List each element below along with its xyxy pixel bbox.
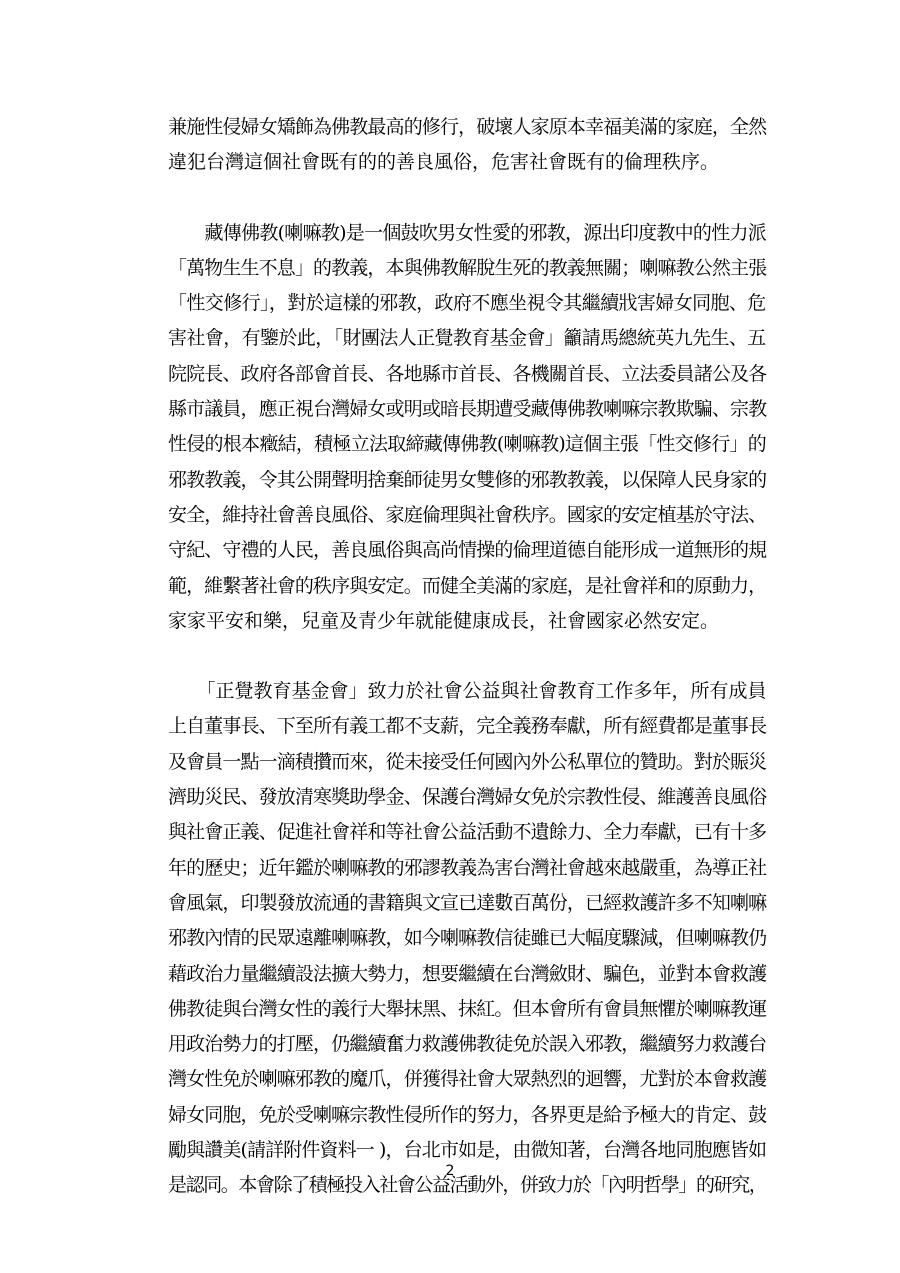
text-line: 婦女同胞，免於受喇嘛宗教性侵所作的努力，各界更是給予極大的肯定、鼓	[168, 1103, 767, 1126]
text-line: 邪教內情的民眾遠離喇嘛教，如今喇嘛教信徒雖已大幅度驟減，但喇嘛教仍	[168, 927, 767, 950]
text-line: 守紀、守禮的人民，善良風俗與高尚情操的倫理道德自能形成一道無形的規	[168, 539, 767, 562]
text-line: 性侵的根本癥結，積極立法取締藏傳佛教(喇嘛教)這個主張「性交修行」的	[168, 433, 767, 456]
text-line: 濟助災民、發放清寒獎助學金、保護台灣婦女免於宗教性侵、維護善良風俗	[168, 786, 767, 809]
paragraph-1	[168, 110, 768, 181]
text-line: 及會員一點一滴積攢而來，從未接受任何國內外公私單位的贊助。對於賑災	[168, 750, 767, 773]
text-line: 縣市議員，應正視台灣婦女或明或暗長期遭受藏傳佛教喇嘛宗教欺騙、宗教	[168, 398, 767, 421]
text-line: 會風氣，印製發放流通的書籍與文宣已達數百萬份，已經救護許多不知喇嘛	[168, 891, 767, 914]
text-line: 藏傳佛教(喇嘛教)是一個鼓吹男女性愛的邪教，源出印度教中的性力派	[168, 221, 767, 244]
text-line: 上自董事長、下至所有義工都不支薪，完全義務奉獻，所有經費都是董事長	[168, 715, 767, 738]
text-line: 用政治勢力的打壓，仍繼續奮力救護佛教徒免於誤入邪教，繼續努力救護台	[168, 1033, 767, 1056]
text-line: 年的歷史；近年鑑於喇嘛教的邪謬教義為害台灣社會越來越嚴重，為導正社	[168, 856, 767, 879]
text-line: 與社會正義、促進社會祥和等社會公益活動不遺餘力、全力奉獻，已有十多	[168, 821, 767, 844]
text-line: 害社會，有鑒於此，「財團法人正覺教育基金會」籲請馬總統英九先生、五	[168, 327, 766, 350]
page-number: 2	[445, 1163, 455, 1179]
text-line: 灣女性免於喇嘛邪教的魔爪，併獲得社會大眾熱烈的迴響，尤對於本會救護	[168, 1068, 767, 1091]
paragraph-2	[168, 216, 768, 640]
text-line: 邪教教義，令其公開聲明捨棄師徒男女雙修的邪教教義，以保障人民身家的	[168, 468, 767, 491]
text-line: 勵與讚美(請詳附件資料一 )，台北市如是，由微知著，台灣各地同胞應皆如	[168, 1139, 767, 1162]
text-line: 「性交修行」，對於這樣的邪教，政府不應坐視令其繼續戕害婦女同胞、危	[168, 292, 766, 315]
text-line: 藉政治力量繼續設法擴大勢力，想要繼續在台灣斂財、騙色，並對本會救護	[168, 962, 767, 985]
text-line: 違犯台灣這個社會既有的的善良風俗，危害社會既有的倫理秩序。	[168, 151, 720, 174]
text-line: 家家平安和樂，兒童及青少年就能健康成長，社會國家必然安定。	[168, 609, 720, 632]
document-body	[168, 110, 768, 1204]
text-line: 「正覺教育基金會」致力於社會公益與社會教育工作多年，所有成員	[168, 680, 767, 703]
text-line: 安全，維持社會善良風俗、家庭倫理與社會秩序。國家的安定植基於守法、	[168, 503, 767, 526]
paragraph-spacer	[168, 639, 768, 674]
text-line: 院院長、政府各部會首長、各地縣市首長、各機關首長、立法委員諸公及各	[168, 362, 767, 385]
text-line: 佛教徒與台灣女性的義行大舉抹黑、抹紅。但本會所有會員無懼於喇嘛教運	[168, 997, 767, 1020]
text-line: 範，維繫著社會的秩序與安定。而健全美滿的家庭，是社會祥和的原動力，	[168, 574, 767, 597]
paragraph-3	[168, 674, 768, 1203]
text-line: 「萬物生生不息」的教義，本與佛教解脫生死的教義無關；喇嘛教公然主張	[168, 256, 767, 279]
text-line: 兼施性侵婦女矯飾為佛教最高的修行，破壞人家原本幸福美滿的家庭，全然	[168, 116, 767, 138]
paragraph-spacer	[168, 181, 768, 216]
text-line: 是認同。本會除了積極投入社會公益活動外，併致力於「內明哲學」的研究，	[168, 1174, 767, 1197]
